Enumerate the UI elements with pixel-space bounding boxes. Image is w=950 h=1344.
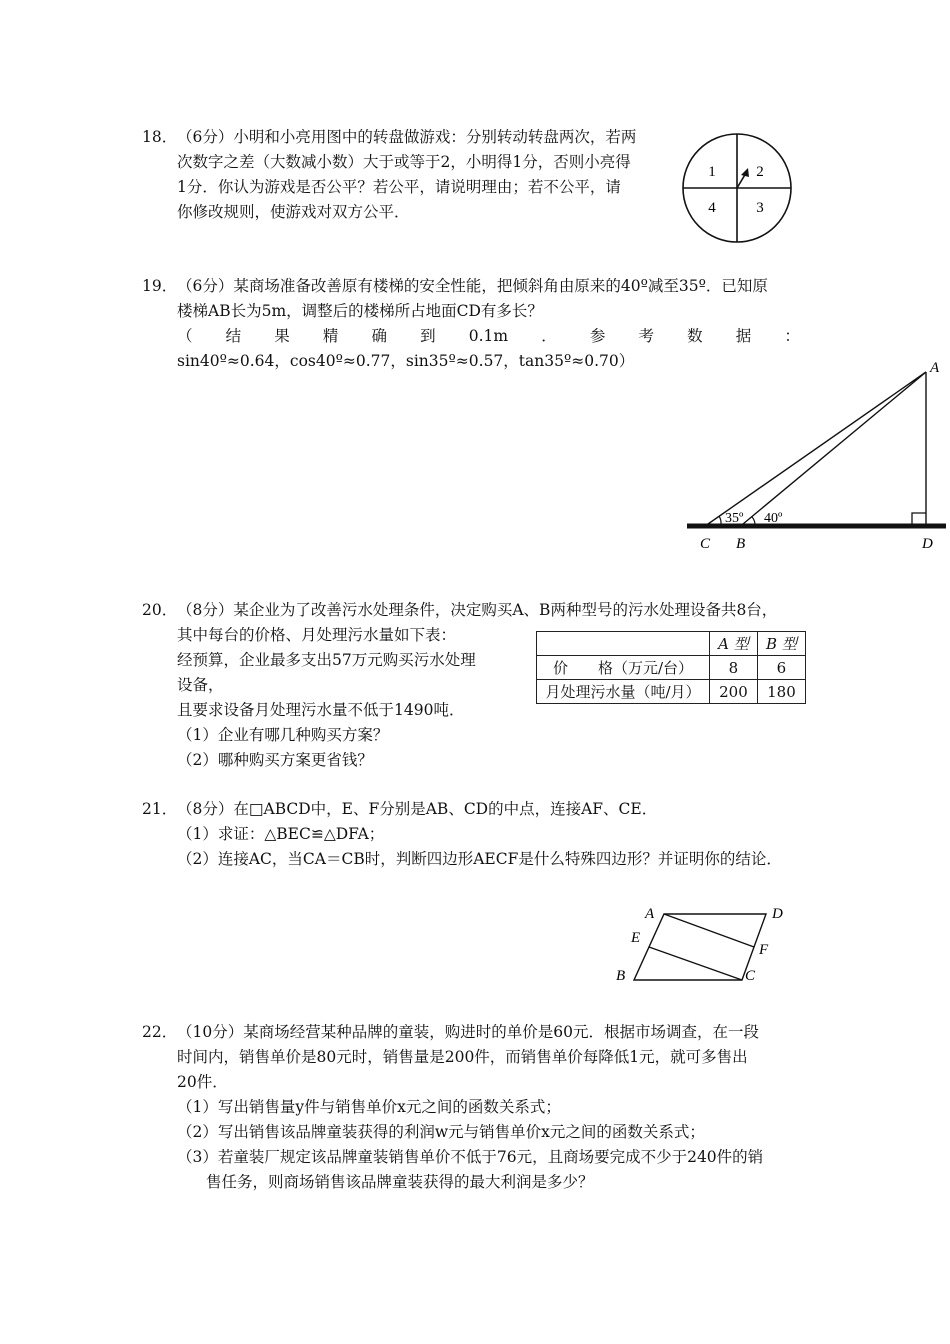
table-row bbox=[537, 656, 806, 680]
question-number: 19． bbox=[142, 277, 178, 295]
table-cell: 180 bbox=[757, 680, 805, 704]
point-label-B: B bbox=[616, 968, 626, 984]
question-text-line: 时间内，销售单价是80元时，销售量是200件，而销售单价每降低1元，就可多售出 bbox=[177, 1048, 748, 1066]
table-row bbox=[537, 680, 806, 704]
point-label-A: A bbox=[930, 360, 940, 376]
spinner-number: 1 bbox=[708, 164, 716, 180]
angle-label-40: 40º bbox=[764, 511, 783, 526]
question-text-line: （8分）在□ABCD中，E、F分别是AB、CD的中点，连接AF、CE． bbox=[177, 800, 658, 818]
question-text-line: （3）若童装厂规定该品牌童装销售单价不低于76元，且商场要完成不少于240件的销 bbox=[177, 1148, 764, 1166]
question-text-line: 1分．你认为游戏是否公平？若公平，请说明理由；若不公平，请 bbox=[177, 178, 621, 196]
question-text-line: （8分）某企业为了改善污水处理条件，决定购买A、B两种型号的污水处理设备共8台， bbox=[177, 601, 778, 619]
angle-arc-40 bbox=[752, 517, 755, 524]
table-cell: 200 bbox=[710, 680, 758, 704]
table-cell: 月处理污水量（吨/月） bbox=[537, 680, 710, 704]
point-label-D: D bbox=[772, 906, 783, 922]
question-text-line: 且要求设备月处理污水量不低于1490吨． bbox=[177, 701, 465, 719]
spinner-number: 3 bbox=[756, 200, 764, 216]
stair-line-AC bbox=[708, 372, 926, 524]
spinner-figure bbox=[680, 131, 794, 245]
question-text-line: 次数字之差（大数减小数）大于或等于2，小明得1分，否则小亮得 bbox=[177, 153, 631, 171]
segment-AF bbox=[664, 914, 754, 947]
point-label-D: D bbox=[922, 536, 933, 552]
reference-data-line: sin40º≈0.64，cos40º≈0.77，sin35º≈0.57，tan35º≈0.70） bbox=[177, 352, 635, 370]
question-text-line: （2）写出销售该品牌童装获得的利润w元与销售单价x元之间的函数关系式； bbox=[177, 1123, 705, 1141]
table-header-row bbox=[537, 632, 806, 656]
question-text-line: （6分）小明和小亮用图中的转盘做游戏：分别转动转盘两次，若两 bbox=[177, 128, 637, 146]
question-text-line: （2）哪种购买方案更省钱？ bbox=[177, 751, 373, 769]
question-text-line: 其中每台的价格、月处理污水量如下表： bbox=[177, 626, 457, 644]
question-text-line: （2）连接AC，当CA＝CB时，判断四边形AECF是什么特殊四边形？并证明你的结论． bbox=[177, 850, 782, 868]
equipment-table bbox=[536, 631, 806, 704]
angle-label-35: 35º bbox=[725, 511, 744, 526]
stair-line-AB bbox=[743, 372, 926, 524]
stair-figure bbox=[680, 355, 950, 555]
table-cell: 6 bbox=[757, 656, 805, 680]
table-header-cell: A 型 bbox=[710, 632, 758, 656]
question-text-line: 售任务，则商场销售该品牌童装获得的最大利润是多少？ bbox=[206, 1173, 594, 1191]
question-text-line: （1）写出销售量y件与销售单价x元之间的函数关系式； bbox=[177, 1098, 561, 1116]
question-text-line: 设备， bbox=[177, 676, 224, 694]
spinner-number: 2 bbox=[756, 164, 764, 180]
table-cell: 8 bbox=[710, 656, 758, 680]
question-number: 20． bbox=[142, 601, 178, 619]
question-text-line: （1）求证：△BEC≌△DFA； bbox=[177, 825, 385, 843]
spinner-number: 4 bbox=[708, 200, 716, 216]
question-text-line: （1）企业有哪几种购买方案？ bbox=[177, 726, 389, 744]
question-text-line: （10分）某商场经营某种品牌的童装，购进时的单价是60元．根据市场调查，在一段 bbox=[177, 1023, 759, 1041]
question-text-line: （6分）某商场准备改善原有楼梯的安全性能，把倾斜角由原来的40º减至35º．已知原 bbox=[177, 277, 768, 295]
point-label-F: F bbox=[759, 942, 769, 958]
point-label-E: E bbox=[631, 930, 641, 946]
question-text-line: 楼梯AB长为5m，调整后的楼梯所占地面CD有多长？ bbox=[177, 302, 543, 320]
table-header-cell: B 型 bbox=[757, 632, 805, 656]
segment-CE bbox=[649, 947, 742, 980]
point-label-C: C bbox=[700, 536, 711, 552]
point-label-C: C bbox=[745, 968, 756, 984]
reference-note-line: （ 结 果 精 确 到 0.1m ． 参 考 数 据 ： bbox=[177, 327, 800, 345]
right-angle-mark bbox=[912, 513, 926, 524]
question-text-line: 你修改规则，使游戏对双方公平． bbox=[177, 203, 410, 221]
parallelogram-figure bbox=[612, 900, 792, 990]
angle-arc-35 bbox=[719, 516, 721, 524]
question-text-line: 经预算，企业最多支出57万元购买污水处理 bbox=[177, 651, 476, 669]
point-label-B: B bbox=[736, 536, 746, 552]
table-header-cell bbox=[537, 632, 710, 656]
spinner-arrowhead bbox=[741, 168, 749, 177]
table-cell: 价 格（万元/台） bbox=[537, 656, 710, 680]
question-number: 18． bbox=[142, 128, 178, 146]
question-text-line: 20件． bbox=[177, 1073, 228, 1091]
point-label-A: A bbox=[645, 906, 655, 922]
question-number: 21． bbox=[142, 800, 178, 818]
question-number: 22． bbox=[142, 1023, 178, 1041]
